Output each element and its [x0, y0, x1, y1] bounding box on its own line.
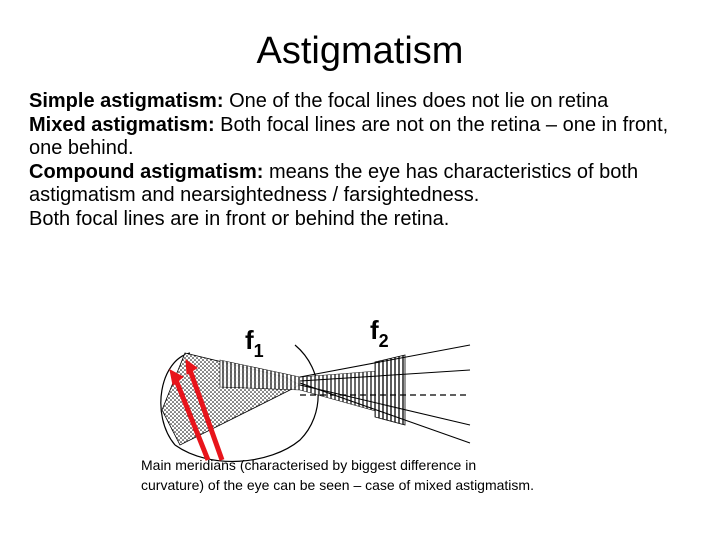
- paragraph-simple-astigmatism: [29, 90, 699, 114]
- definition-compound: means the eye has characteristics of both astigmatism and nearsightedness / farsightedness.: [29, 160, 639, 206]
- term-compound: Compound astigmatism:: [29, 160, 264, 183]
- slide-title: Astigmatism: [256, 30, 464, 72]
- figure-caption: Main meridians (characterised by biggest difference in curvature) of the eye can be seen – case of mixed astigmatism.: [141, 457, 534, 493]
- body-text: [29, 90, 699, 231]
- paragraph-last-line: Both focal lines are in front or behind the retina.: [29, 207, 450, 230]
- definition-simple: One of the focal lines does not lie on retina: [223, 90, 609, 112]
- term-simple: Simple astigmatism:: [29, 90, 224, 112]
- diagram-svg: [150, 315, 480, 465]
- term-mixed: Mixed astigmatism:: [29, 113, 215, 136]
- label-f2: $f_2$: [370, 315, 389, 351]
- definition-mixed: Both focal lines are not on the retina – one in front, one behind.: [29, 113, 669, 159]
- paragraph-mixed-astigmatism: [29, 114, 699, 161]
- astigmatism-diagram: [150, 315, 480, 465]
- label-f1: $f_1$: [245, 325, 264, 361]
- paragraph-compound-astigmatism: [29, 161, 699, 208]
